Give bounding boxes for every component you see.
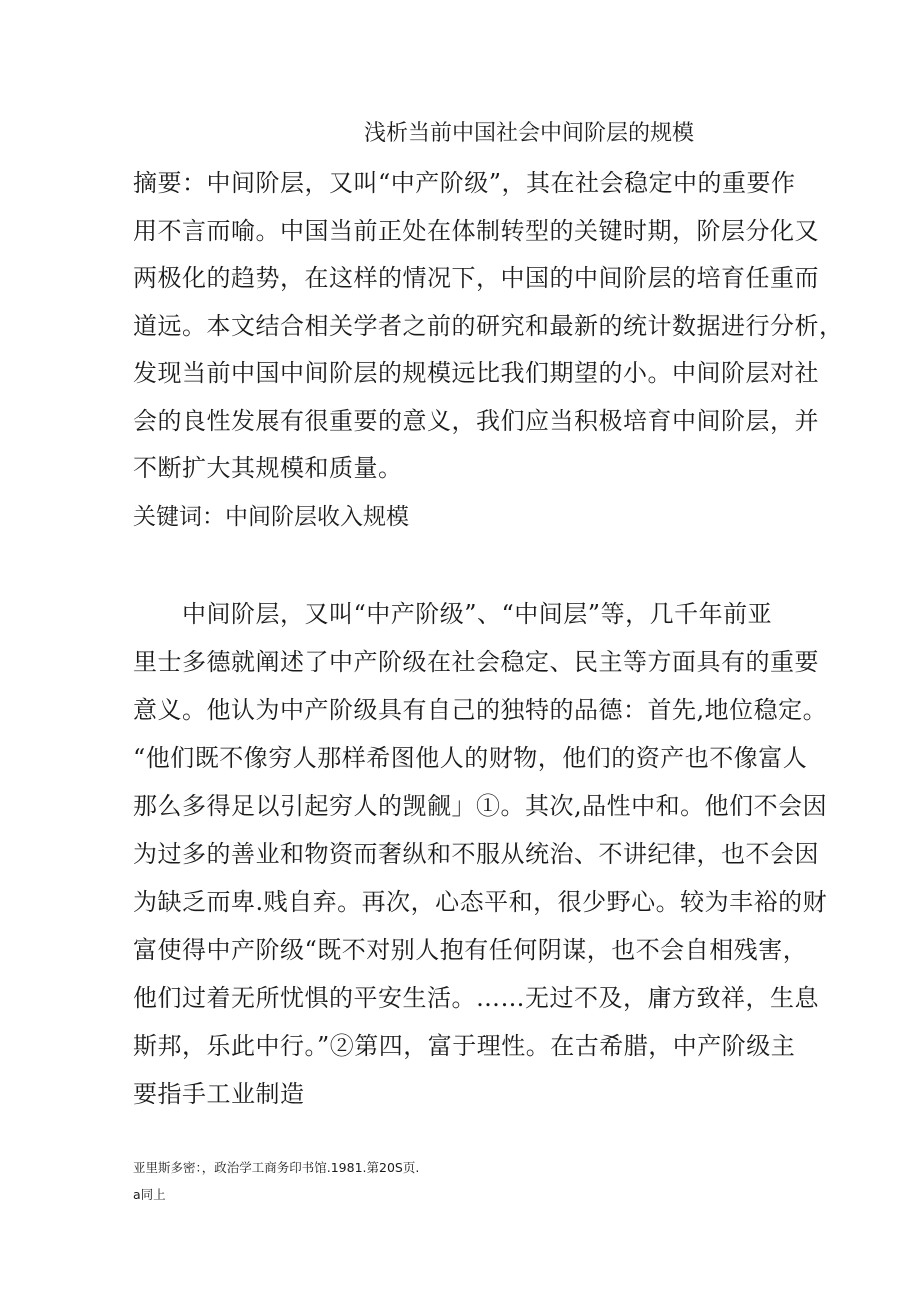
body-line: 中间阶层，又叫“中产阶级”、“中间层”等，几千年前亚 — [133, 600, 773, 628]
abstract-line: 发现当前中国中间阶层的规模远比我们期望的小。中间阶层对社 — [133, 359, 819, 387]
body-text — [133, 590, 828, 1118]
body-line: 要指手工业制造 — [133, 1080, 305, 1108]
body-line: “他们既不像穷人那样希图他人的财物，他们的资产也不像富人 — [133, 744, 808, 772]
abstract-line: 道远。本文结合相关学者之前的研究和最新的统计数据进行分析， — [133, 311, 844, 340]
body-line: 里士多德就阐述了中产阶级在社会稳定、民主等方面具有的重要 — [133, 648, 819, 676]
body-line: 为过多的善业和物资而奢纵和不服从统治、不讲纪律，也不会因 — [133, 840, 819, 868]
abstract-line: 两极化的趋势，在这样的情况下，中国的中间阶层的培育任重而 — [133, 264, 819, 292]
footnote-2: a同上 — [133, 1187, 166, 1202]
body-line: 他们过着无所忧惧的平安生活。……无过不及，庸方致祥，生息 — [133, 984, 819, 1012]
body-line: 那么多得足以引起穷人的觊觎」①。其次,品性中和。他们不会因 — [133, 792, 828, 820]
body-line: 富使得中产阶级“既不对别人抱有任何阴谋，也不会自相残害， — [133, 936, 808, 964]
footnotes — [133, 1154, 419, 1208]
document-title: 浅析当前中国社会中间阶层的规模 — [364, 121, 695, 146]
abstract-line: 不断扩大其规模和质量。 — [133, 454, 403, 482]
body-line: 为缺乏而卑.贱自弃。再次，心态平和，很少野心。较为丰裕的财 — [133, 888, 828, 916]
footnote-1: 亚里斯多密：，政治学工商务印书馆.1981.第20S页. — [133, 1160, 420, 1175]
abstract — [133, 160, 844, 493]
abstract-line: 摘要：中间阶层，又叫“中产阶级”，其在社会稳定中的重要作 — [133, 169, 796, 197]
keywords: 关键词：中间阶层收入规模 — [133, 504, 409, 530]
abstract-line: 会的良性发展有很重要的意义，我们应当积极培育中间阶层，并 — [133, 406, 819, 435]
body-line: 斯邦，乐此中行。”②第四，富于理性。在古希腊，中产阶级主 — [133, 1032, 796, 1060]
abstract-line: 用不言而喻。中国当前正处在体制转型的关键时期，阶层分化又 — [133, 216, 819, 245]
body-line: 意义。他认为中产阶级具有自己的独特的品德：首先,地位稳定。 — [133, 696, 828, 724]
